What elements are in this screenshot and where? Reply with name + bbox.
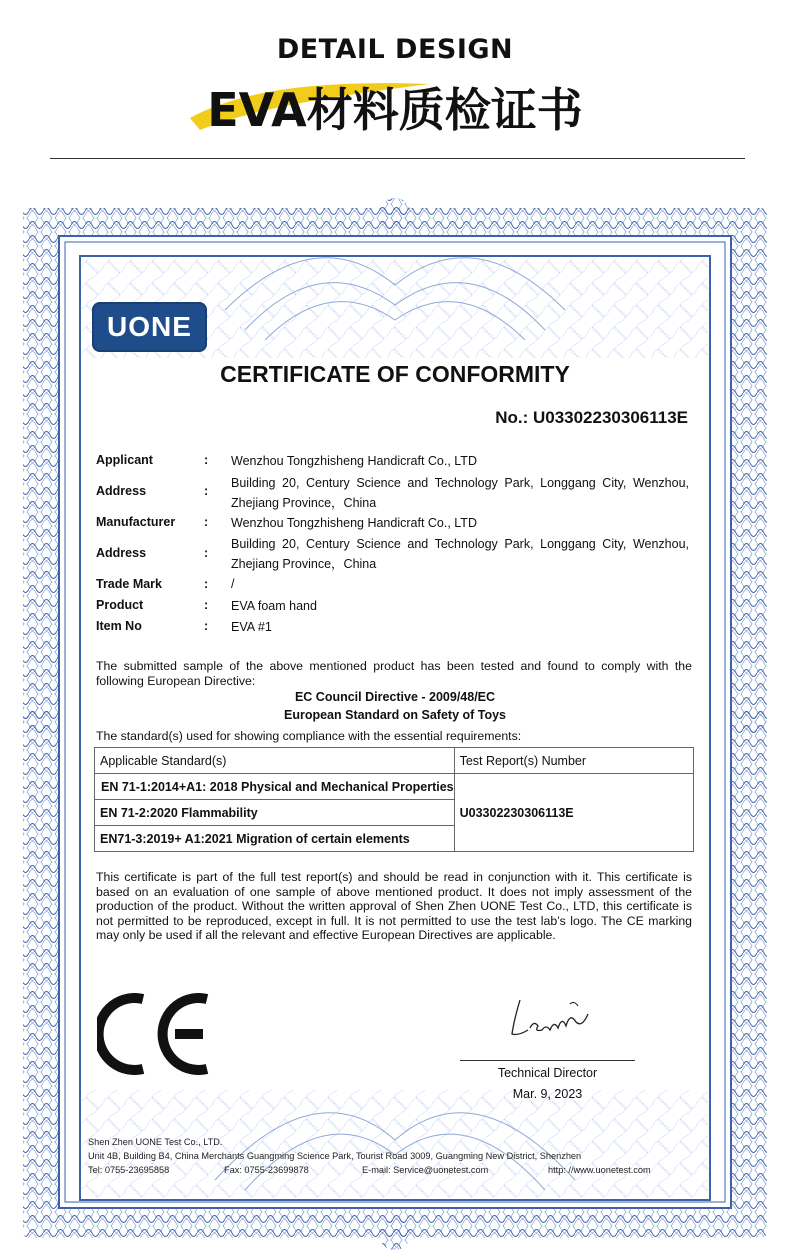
standards-table: [94, 747, 694, 852]
signature-image: [500, 990, 600, 1050]
field-colon: :: [204, 619, 209, 633]
standard-cell: EN 71-2:2020 Flammability: [95, 800, 455, 826]
certificate-date: Mar. 9, 2023: [512, 1087, 583, 1101]
footer-fax: Fax: 0755-23699878: [224, 1165, 309, 1175]
header-divider: [50, 158, 745, 159]
signature-line: [460, 1060, 635, 1061]
certificate-title: CERTIFICATE OF CONFORMITY: [220, 361, 570, 387]
field-label-address: Address: [96, 484, 147, 498]
report-number-cell: U03302230306113E: [454, 774, 693, 852]
field-value-product: EVA foam hand: [231, 599, 317, 613]
field-label-item-no: Item No: [96, 619, 142, 633]
table-row: [95, 774, 694, 800]
compliance-intro: The submitted sample of the above mentioned product has been tested and found to comply with the following European Directive:: [96, 659, 692, 688]
field-value-manufacturer: Wenzhou Tongzhisheng Handicraft Co., LTD: [231, 516, 477, 530]
field-label-product: Product: [96, 598, 144, 612]
field-value-address: Building 20, Century Science and Technology Park, Longgang City, Wenzhou, Zhejiang Province，China: [231, 476, 689, 510]
header-title: EVA材料质检证书: [207, 83, 583, 137]
field-colon: :: [204, 598, 209, 612]
field-value-item-no: EVA #1: [231, 620, 272, 634]
field-label-address: Address: [96, 546, 147, 560]
footer-address: Unit 4B, Building B4, China Merchants Guangming Science Park, Tourist Road 3009, Guangming New District, Shenzhen: [88, 1151, 582, 1161]
field-label-manufacturer: Manufacturer: [96, 515, 176, 529]
footer-website[interactable]: http: //www.uonetest.com: [548, 1165, 651, 1175]
footer-tel: Tel: 0755-23695858: [88, 1165, 170, 1175]
field-colon: :: [204, 577, 209, 591]
signer-title: Technical Director: [497, 1066, 598, 1080]
table-header: Test Report(s) Number: [454, 748, 693, 774]
field-colon: :: [204, 484, 209, 498]
certificate-number: No.: U03302230306113E: [495, 408, 688, 427]
footer-email[interactable]: E-mail: Service@uonetest.com: [362, 1165, 489, 1175]
field-value-address: Building 20, Century Science and Technology Park, Longgang City, Wenzhou, Zhejiang Province，China: [231, 537, 689, 571]
field-label-applicant: Applicant: [96, 453, 153, 467]
uone-logo: UONE: [92, 302, 207, 352]
standard-line: European Standard on Safety of Toys: [283, 708, 507, 722]
table-header-row: [95, 748, 694, 774]
disclaimer-paragraph: This certificate is part of the full test report(s) and should be read in conjunction with it. This certificate is based on an evaluation of one sample of above mentioned product. It does not imply assessment of the production of the product. Without the written approval of Shen Zhen UONE Test Co., LTD, this certificate is not permitted to be reproduced, except in full. It is not permitted to use the test lab’s logo. The CE marking may only be used if all the relevant and effective European Directives are applicable.: [96, 870, 692, 943]
ce-mark-icon: [97, 993, 217, 1075]
standards-intro: The standard(s) used for showing compliance with the essential requirements:: [96, 729, 522, 743]
field-value-trade-mark: /: [231, 577, 235, 591]
field-colon: :: [204, 546, 209, 560]
standard-cell: EN71-3:2019+ A1:2021 Migration of certain elements: [95, 826, 455, 852]
field-colon: :: [204, 515, 209, 529]
field-colon: :: [204, 453, 209, 467]
field-label-trade-mark: Trade Mark: [96, 577, 163, 591]
footer-company: Shen Zhen UONE Test Co., LTD.: [88, 1137, 223, 1147]
directive-line: EC Council Directive - 2009/48/EC: [294, 690, 496, 704]
header-subtitle: DETAIL DESIGN: [276, 34, 514, 65]
table-header: Applicable Standard(s): [95, 748, 455, 774]
standard-cell: EN 71-1:2014+A1: 2018 Physical and Mechanical Properties: [95, 774, 455, 800]
field-value-applicant: Wenzhou Tongzhisheng Handicraft Co., LTD: [231, 454, 477, 468]
